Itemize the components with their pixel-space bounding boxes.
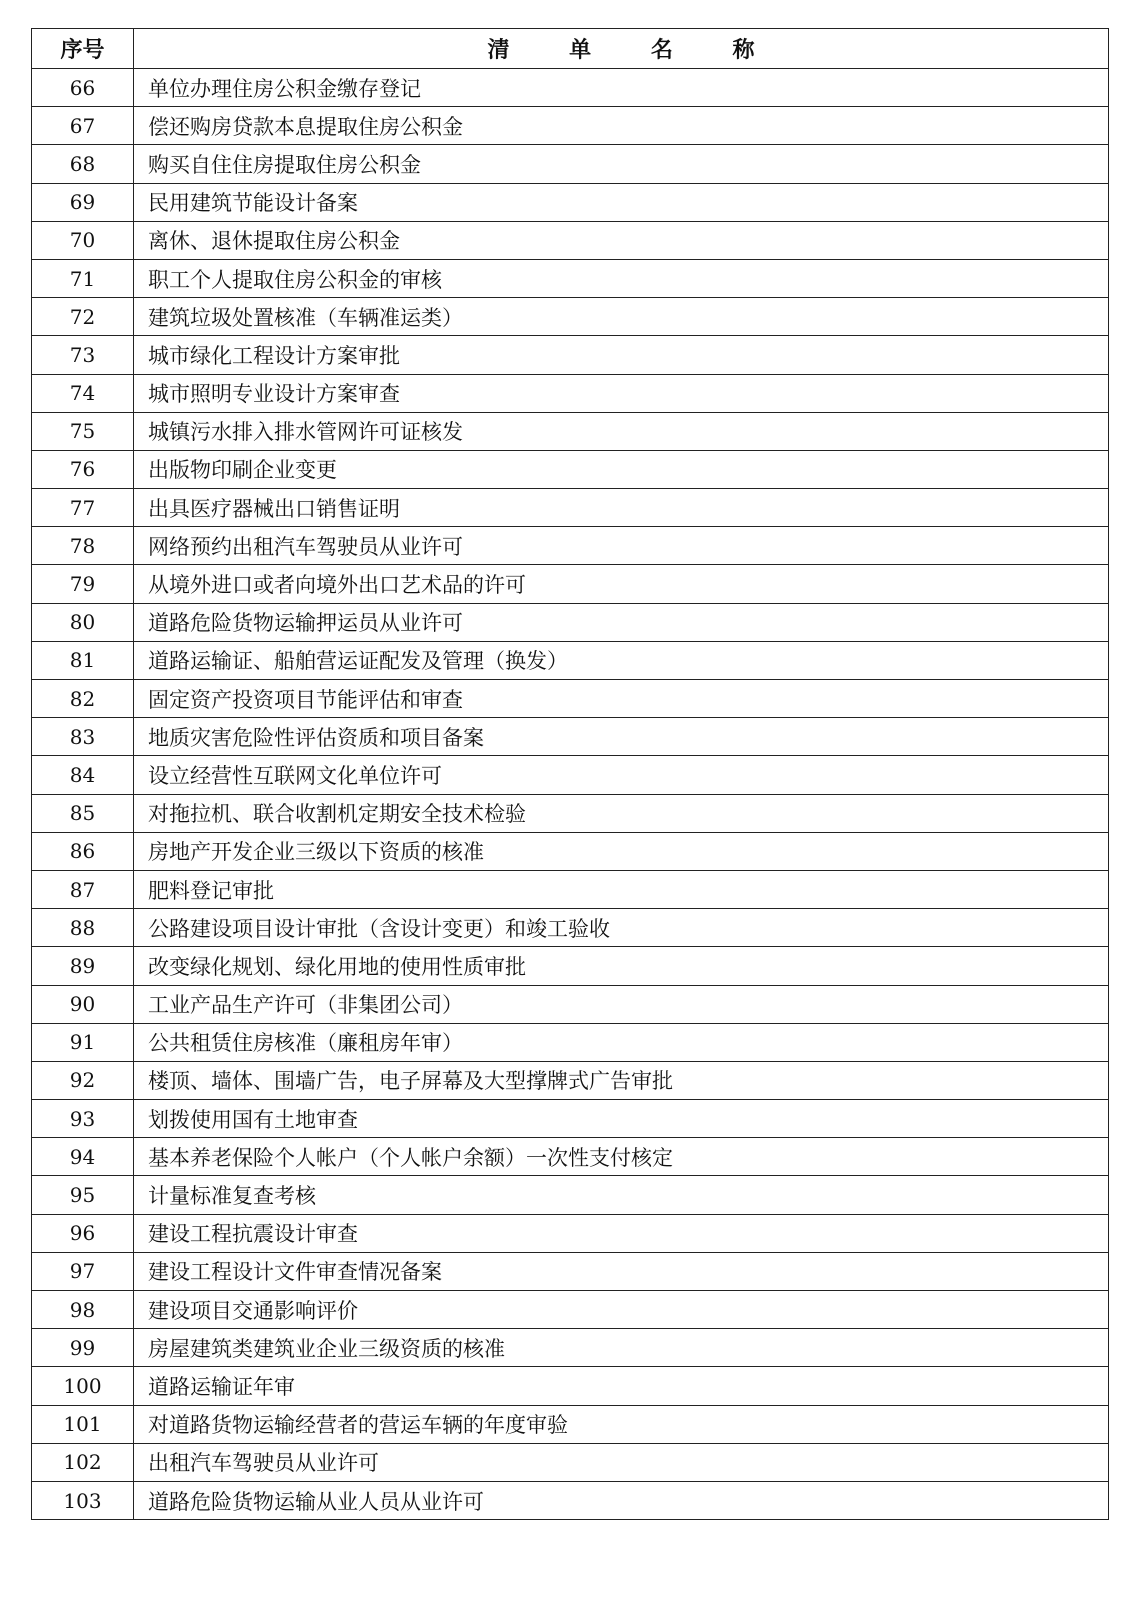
table-row xyxy=(32,527,1109,565)
row-name: 计量标准复查考核 xyxy=(134,1176,1109,1214)
header-row xyxy=(32,29,1109,69)
row-name: 公路建设项目设计审批（含设计变更）和竣工验收 xyxy=(134,909,1109,947)
table-row xyxy=(32,1291,1109,1329)
table-row xyxy=(32,1481,1109,1519)
row-name: 改变绿化规划、绿化用地的使用性质审批 xyxy=(134,947,1109,985)
table-row xyxy=(32,1023,1109,1061)
table-row xyxy=(32,1100,1109,1138)
row-number: 98 xyxy=(32,1291,134,1329)
row-name: 建筑垃圾处置核准（车辆准运类） xyxy=(134,298,1109,336)
table-header xyxy=(32,29,1109,69)
row-name: 民用建筑节能设计备案 xyxy=(134,183,1109,221)
row-name: 离休、退休提取住房公积金 xyxy=(134,221,1109,259)
row-number: 86 xyxy=(32,832,134,870)
table-row xyxy=(32,412,1109,450)
row-name: 单位办理住房公积金缴存登记 xyxy=(134,69,1109,107)
table-row xyxy=(32,1443,1109,1481)
table-row xyxy=(32,1214,1109,1252)
table-row xyxy=(32,374,1109,412)
row-number: 88 xyxy=(32,909,134,947)
header-name: 清 单 名 称 xyxy=(134,29,1109,69)
row-number: 68 xyxy=(32,145,134,183)
row-name: 网络预约出租汽车驾驶员从业许可 xyxy=(134,527,1109,565)
row-name: 建设项目交通影响评价 xyxy=(134,1291,1109,1329)
table-row xyxy=(32,985,1109,1023)
table-row xyxy=(32,450,1109,488)
table-row xyxy=(32,1405,1109,1443)
row-name: 出租汽车驾驶员从业许可 xyxy=(134,1443,1109,1481)
table-row xyxy=(32,107,1109,145)
row-number: 83 xyxy=(32,718,134,756)
table-row xyxy=(32,183,1109,221)
row-number: 85 xyxy=(32,794,134,832)
table-row xyxy=(32,259,1109,297)
row-name: 建设工程设计文件审查情况备案 xyxy=(134,1252,1109,1290)
row-name: 设立经营性互联网文化单位许可 xyxy=(134,756,1109,794)
row-number: 93 xyxy=(32,1100,134,1138)
row-number: 95 xyxy=(32,1176,134,1214)
row-number: 67 xyxy=(32,107,134,145)
row-number: 90 xyxy=(32,985,134,1023)
header-number: 序号 xyxy=(32,29,134,69)
row-number: 74 xyxy=(32,374,134,412)
row-number: 79 xyxy=(32,565,134,603)
row-number: 84 xyxy=(32,756,134,794)
row-number: 82 xyxy=(32,680,134,718)
row-name: 道路危险货物运输从业人员从业许可 xyxy=(134,1481,1109,1519)
table-row xyxy=(32,794,1109,832)
row-number: 91 xyxy=(32,1023,134,1061)
table-body xyxy=(32,69,1109,1520)
row-number: 76 xyxy=(32,450,134,488)
row-name: 建设工程抗震设计审查 xyxy=(134,1214,1109,1252)
row-name: 划拨使用国有土地审查 xyxy=(134,1100,1109,1138)
row-name: 购买自住住房提取住房公积金 xyxy=(134,145,1109,183)
table-row xyxy=(32,947,1109,985)
row-name: 道路危险货物运输押运员从业许可 xyxy=(134,603,1109,641)
table-row xyxy=(32,1061,1109,1099)
row-number: 66 xyxy=(32,69,134,107)
row-name: 城市照明专业设计方案审查 xyxy=(134,374,1109,412)
row-number: 102 xyxy=(32,1443,134,1481)
list-table xyxy=(31,28,1109,1520)
row-name: 房屋建筑类建筑业企业三级资质的核准 xyxy=(134,1329,1109,1367)
row-number: 97 xyxy=(32,1252,134,1290)
table-row xyxy=(32,145,1109,183)
row-name: 城镇污水排入排水管网许可证核发 xyxy=(134,412,1109,450)
row-name: 工业产品生产许可（非集团公司） xyxy=(134,985,1109,1023)
row-number: 96 xyxy=(32,1214,134,1252)
table-row xyxy=(32,603,1109,641)
row-name: 出具医疗器械出口销售证明 xyxy=(134,489,1109,527)
row-name: 肥料登记审批 xyxy=(134,870,1109,908)
row-number: 89 xyxy=(32,947,134,985)
row-name: 出版物印刷企业变更 xyxy=(134,450,1109,488)
row-number: 72 xyxy=(32,298,134,336)
row-name: 职工个人提取住房公积金的审核 xyxy=(134,259,1109,297)
row-number: 78 xyxy=(32,527,134,565)
table-row xyxy=(32,1367,1109,1405)
row-name: 城市绿化工程设计方案审批 xyxy=(134,336,1109,374)
row-number: 69 xyxy=(32,183,134,221)
table-row xyxy=(32,69,1109,107)
table-row xyxy=(32,832,1109,870)
table-row xyxy=(32,336,1109,374)
table-row xyxy=(32,870,1109,908)
table-row xyxy=(32,1329,1109,1367)
row-name: 对道路货物运输经营者的营运车辆的年度审验 xyxy=(134,1405,1109,1443)
row-name: 楼顶、墙体、围墙广告，电子屏幕及大型撑牌式广告审批 xyxy=(134,1061,1109,1099)
row-number: 94 xyxy=(32,1138,134,1176)
row-number: 100 xyxy=(32,1367,134,1405)
row-number: 77 xyxy=(32,489,134,527)
table-row xyxy=(32,680,1109,718)
row-name: 偿还购房贷款本息提取住房公积金 xyxy=(134,107,1109,145)
row-number: 87 xyxy=(32,870,134,908)
row-name: 道路运输证年审 xyxy=(134,1367,1109,1405)
table-row xyxy=(32,718,1109,756)
table-row xyxy=(32,221,1109,259)
row-number: 92 xyxy=(32,1061,134,1099)
row-name: 对拖拉机、联合收割机定期安全技术检验 xyxy=(134,794,1109,832)
table-row xyxy=(32,756,1109,794)
table-row xyxy=(32,489,1109,527)
row-name: 公共租赁住房核准（廉租房年审） xyxy=(134,1023,1109,1061)
row-number: 70 xyxy=(32,221,134,259)
row-number: 103 xyxy=(32,1481,134,1519)
row-name: 地质灾害危险性评估资质和项目备案 xyxy=(134,718,1109,756)
table-row xyxy=(32,1176,1109,1214)
row-number: 75 xyxy=(32,412,134,450)
table-row xyxy=(32,298,1109,336)
row-number: 73 xyxy=(32,336,134,374)
row-name: 基本养老保险个人帐户（个人帐户余额）一次性支付核定 xyxy=(134,1138,1109,1176)
table-row xyxy=(32,1138,1109,1176)
table-row xyxy=(32,641,1109,679)
row-number: 80 xyxy=(32,603,134,641)
row-number: 101 xyxy=(32,1405,134,1443)
row-name: 房地产开发企业三级以下资质的核准 xyxy=(134,832,1109,870)
row-number: 71 xyxy=(32,259,134,297)
row-name: 道路运输证、船舶营运证配发及管理（换发） xyxy=(134,641,1109,679)
row-name: 从境外进口或者向境外出口艺术品的许可 xyxy=(134,565,1109,603)
table-row xyxy=(32,909,1109,947)
table-row xyxy=(32,1252,1109,1290)
row-number: 99 xyxy=(32,1329,134,1367)
row-number: 81 xyxy=(32,641,134,679)
table-row xyxy=(32,565,1109,603)
row-name: 固定资产投资项目节能评估和审查 xyxy=(134,680,1109,718)
